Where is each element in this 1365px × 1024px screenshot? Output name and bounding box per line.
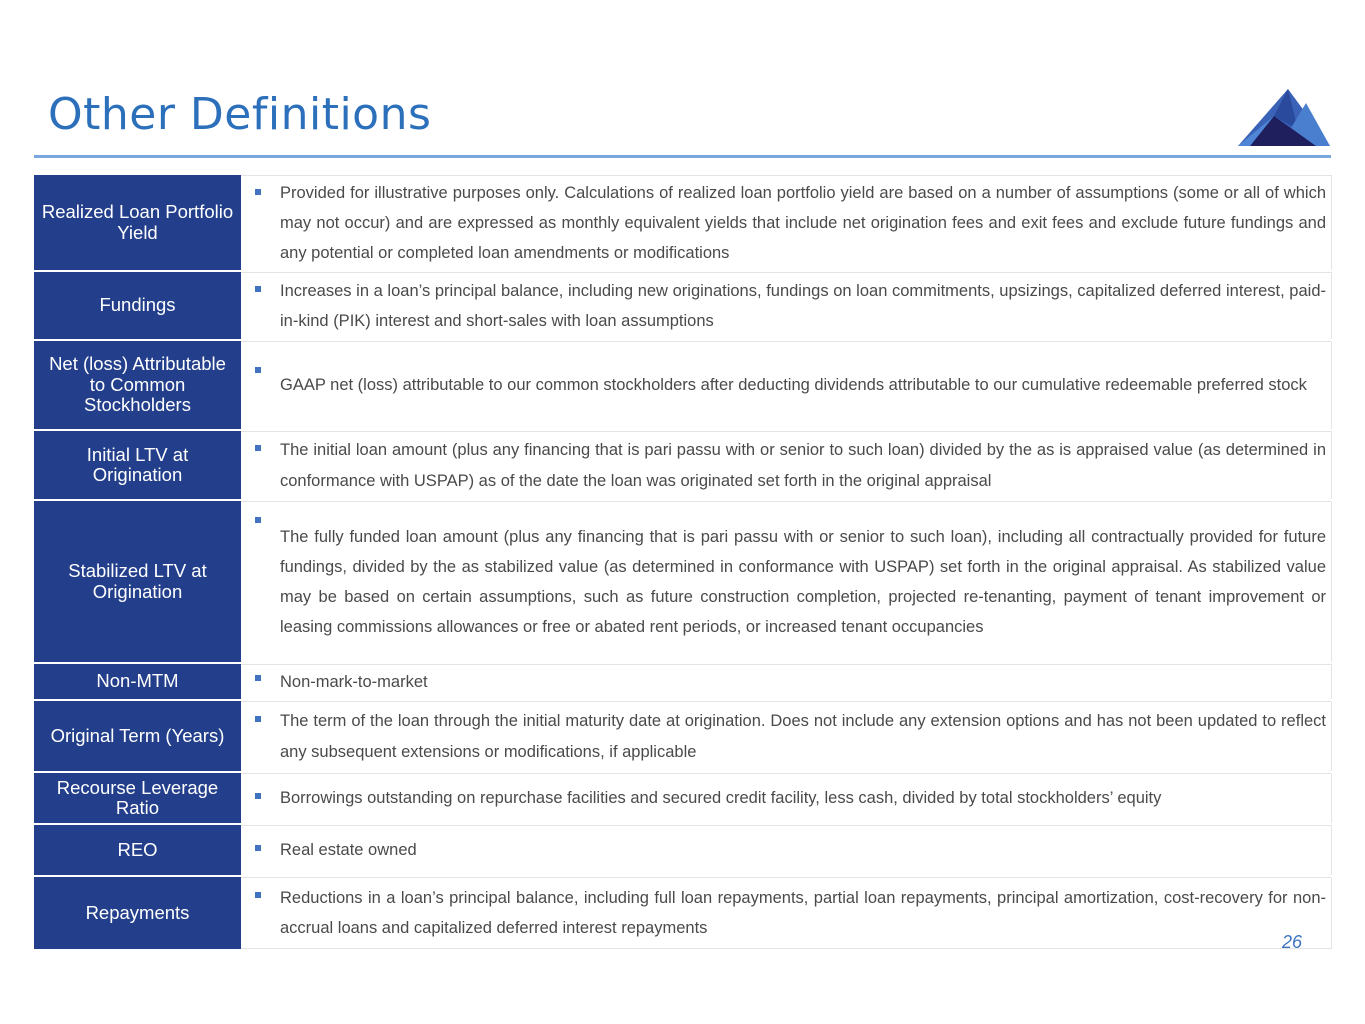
definition-row-recourse-leverage bbox=[34, 771, 1332, 823]
bullet-icon bbox=[255, 189, 261, 195]
page-title: Other Definitions bbox=[48, 89, 432, 140]
bullet-icon bbox=[255, 517, 261, 523]
definition-cell bbox=[241, 664, 1332, 699]
term-cell: REO bbox=[34, 825, 241, 875]
term-cell: Fundings bbox=[34, 272, 241, 339]
definition-row-fundings bbox=[34, 270, 1332, 339]
definition-text: GAAP net (loss) attributable to our common stockholders after deducting dividends attributable to our cumulative redeemable preferred stock bbox=[280, 376, 1307, 395]
page-number: 26 bbox=[1282, 932, 1303, 952]
bullet-icon bbox=[255, 675, 261, 681]
term-cell: Non-MTM bbox=[34, 664, 241, 699]
definition-row-non-mtm bbox=[34, 662, 1332, 699]
definition-cell bbox=[241, 825, 1332, 875]
definition-cell bbox=[241, 701, 1332, 771]
definition-cell bbox=[241, 272, 1332, 339]
definition-row-realized-loan-portfolio-yield bbox=[34, 175, 1332, 270]
definition-row-stabilized-ltv bbox=[34, 499, 1332, 662]
bullet-icon bbox=[255, 845, 261, 851]
term-cell: Repayments bbox=[34, 877, 241, 949]
bullet-icon bbox=[255, 445, 261, 451]
definition-text: Real estate owned bbox=[280, 841, 417, 860]
definition-row-net-loss bbox=[34, 339, 1332, 429]
definition-row-original-term bbox=[34, 699, 1332, 771]
definition-text: Provided for illustrative purposes only. Calculations of realized loan portfolio yield are based on a number of assumptions (some or all of which may not occur) and are expressed as monthly equivalent yields that include net origination fees and exit fees and exclude future fundings and any potential or completed loan amendments or modifications bbox=[280, 183, 1326, 263]
definition-cell bbox=[241, 773, 1332, 823]
definition-row-repayments bbox=[34, 875, 1332, 949]
term-cell: Net (loss) Attributable to Common Stockholders bbox=[34, 341, 241, 429]
term-cell: Original Term (Years) bbox=[34, 701, 241, 771]
definitions-table bbox=[34, 175, 1332, 949]
definition-text: Reductions in a loan’s principal balance, including full loan repayments, partial loan repayments, principal amortization, cost-recovery for non-accrual loans and capitalized deferred interest repayments bbox=[280, 888, 1326, 937]
definition-row-reo bbox=[34, 823, 1332, 875]
term-cell: Stabilized LTV at Origination bbox=[34, 501, 241, 662]
definition-text: Non-mark-to-market bbox=[280, 672, 428, 691]
definition-cell bbox=[241, 501, 1332, 662]
title-divider bbox=[34, 155, 1331, 158]
definition-cell bbox=[241, 341, 1332, 429]
definition-cell bbox=[241, 877, 1332, 949]
mountain-logo-icon bbox=[1236, 86, 1332, 148]
definition-row-initial-ltv bbox=[34, 429, 1332, 499]
bullet-icon bbox=[255, 367, 261, 373]
definition-text: Borrowings outstanding on repurchase facilities and secured credit facility, less cash, divided by total stockholders’ equity bbox=[280, 789, 1162, 808]
definition-text: Increases in a loan’s principal balance, including new originations, fundings on loan commitments, upsizings, capitalized deferred interest, paid-in-kind (PIK) interest and short-sales with loan assumptions bbox=[280, 281, 1326, 330]
term-cell: Initial LTV at Origination bbox=[34, 431, 241, 499]
definition-text: The initial loan amount (plus any financing that is pari passu with or senior to such loan) divided by the as is appraised value (as determined in conformance with USPAP) as of the date the loan was originated set forth in the original appraisal bbox=[280, 441, 1326, 490]
bullet-icon bbox=[255, 793, 261, 799]
definition-text: The fully funded loan amount (plus any financing that is pari passu with or senior to such loan), including all contractually provided for future fundings, divided by the as stabilized value (as determined in conformance with USPAP) set forth in the original appraisal. As stabilized value may be based on certain assumptions, such as future construction completion, projected re-tenanting, payment of tenant improvement or leasing commissions allowances or free or abated rent periods, or increased tenant occupancies bbox=[280, 527, 1326, 637]
term-cell: Recourse Leverage Ratio bbox=[34, 773, 241, 823]
definition-cell bbox=[241, 431, 1332, 499]
bullet-icon bbox=[255, 716, 261, 722]
bullet-icon bbox=[255, 892, 261, 898]
term-cell: Realized Loan Portfolio Yield bbox=[34, 175, 241, 270]
bullet-icon bbox=[255, 286, 261, 292]
definition-text: The term of the loan through the initial maturity date at origination. Does not include any extension options and has not been updated to reflect any subsequent extensions or modifications, if applicable bbox=[280, 712, 1326, 761]
definition-cell bbox=[241, 175, 1332, 270]
